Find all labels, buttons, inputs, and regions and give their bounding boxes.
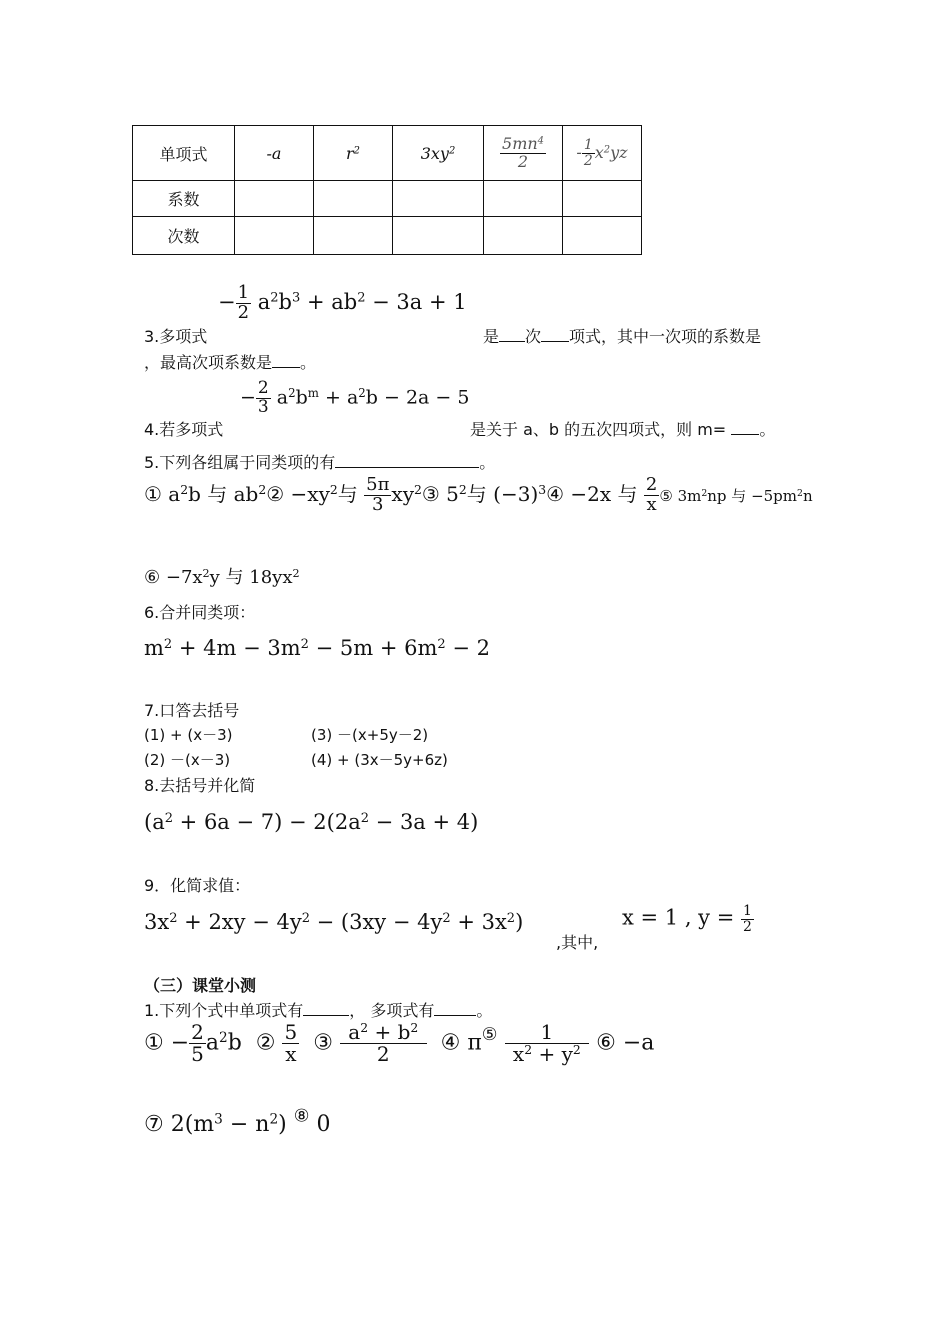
table-cell — [393, 181, 484, 217]
q5-items-line1: ① $a^2b$ 与 $ab^2② -xy^2$与 $\frac{5\pi}{3}$ $xy^2③$ $5^2$与 $(-3)^3④ -2x$ 与 $\frac{2}{x}$ ⑤ $3m^2np$ 与 $-5pm^2n$ — [144, 474, 813, 515]
monomial-table — [132, 125, 642, 255]
q6-label: 6.合并同类项： — [144, 603, 256, 622]
section-title: （三）课堂小测 — [144, 976, 257, 995]
table-cell: $3xy^2$ — [393, 126, 484, 181]
table-cell: - $\frac{1}{2}$ $x^2yz$ — [563, 126, 642, 181]
table-cell — [314, 181, 393, 217]
table-cell: $\frac{5mn^4}{2}$ — [484, 126, 563, 181]
q7-label: 7.口答去括号 — [144, 701, 240, 720]
q9-label: 9．化简求值： — [144, 876, 251, 895]
q3-line2: ，最高次项系数是 。 — [144, 353, 317, 372]
q3-text: 是 次 项式，其中一次项的系数是 — [483, 327, 762, 346]
table-header-degree: 次数 — [133, 217, 235, 255]
q3-expression: − $\frac{1}{2}$ $a^2b^3 + ab^2 - 3a + 1$ — [218, 282, 467, 323]
table-cell — [484, 217, 563, 255]
table-header-coefficient: 系数 — [133, 181, 235, 217]
table-cell — [393, 217, 484, 255]
q5-item6: ⑥ $-7x^2y$ 与 $18yx^2$ — [144, 566, 300, 588]
section-q1: 1.下列个式中单项式有 ， 多项式有 。 — [144, 1001, 493, 1020]
q7-item-2: (2) －(x－3) — [144, 751, 231, 769]
q7-item-4: (4) + (3x－5y+6z) — [311, 751, 448, 769]
q7-item-3: (3) －(x+5y－2) — [311, 726, 429, 744]
q7-item-1: (1) + (x－3) — [144, 726, 233, 744]
table-cell: $r^2$ — [314, 126, 393, 181]
section-items-line2: ⑦ $2(m^3 - n^2)$ ⑧ 0 — [144, 1106, 331, 1137]
section-items-line1: ① − $\frac{2}{5}$ $a^2b$ ② $\frac{5}{x}$ ③ $\frac{a^2 + b^2}{2}$ ④ π⑤ $\frac{1}{x^2 + y^2}$ ⑥ −a — [144, 1020, 655, 1066]
q8-label: 8.去括号并化简 — [144, 776, 256, 795]
table-cell — [235, 217, 314, 255]
table-header-monomial: 单项式 — [133, 126, 235, 181]
q9-expression: $3x^2 + 2xy - 4y^2 - (3xy - 4y^2 + 3x^2)$ — [144, 910, 524, 934]
table-cell — [484, 181, 563, 217]
q9-mid: ,其中, — [556, 933, 599, 952]
table-cell: -a — [235, 126, 314, 181]
q4-expression: − $\frac{2}{3}$ $a^2b^m + a^2b - 2a - 5$ — [240, 378, 470, 417]
q5-label: 5.下列各组属于同类项的有 。 — [144, 453, 496, 472]
q6-expression: $m^2 + 4m - 3m^2 - 5m + 6m^2 - 2$ — [144, 636, 490, 660]
table-cell — [563, 181, 642, 217]
q8-expression: $(a^2 + 6a - 7) - 2(2a^2 - 3a + 4)$ — [144, 810, 479, 834]
table-cell — [235, 181, 314, 217]
table-cell — [314, 217, 393, 255]
q4-label: 4.若多项式 — [144, 420, 224, 439]
q3-label: 3.多项式 — [144, 327, 208, 346]
q9-condition: x = 1 , y = $\frac{1}{2}$ — [622, 903, 752, 935]
table-cell — [563, 217, 642, 255]
q4-text: 是关于 a、b 的五次四项式，则 m= 。 — [470, 420, 776, 439]
